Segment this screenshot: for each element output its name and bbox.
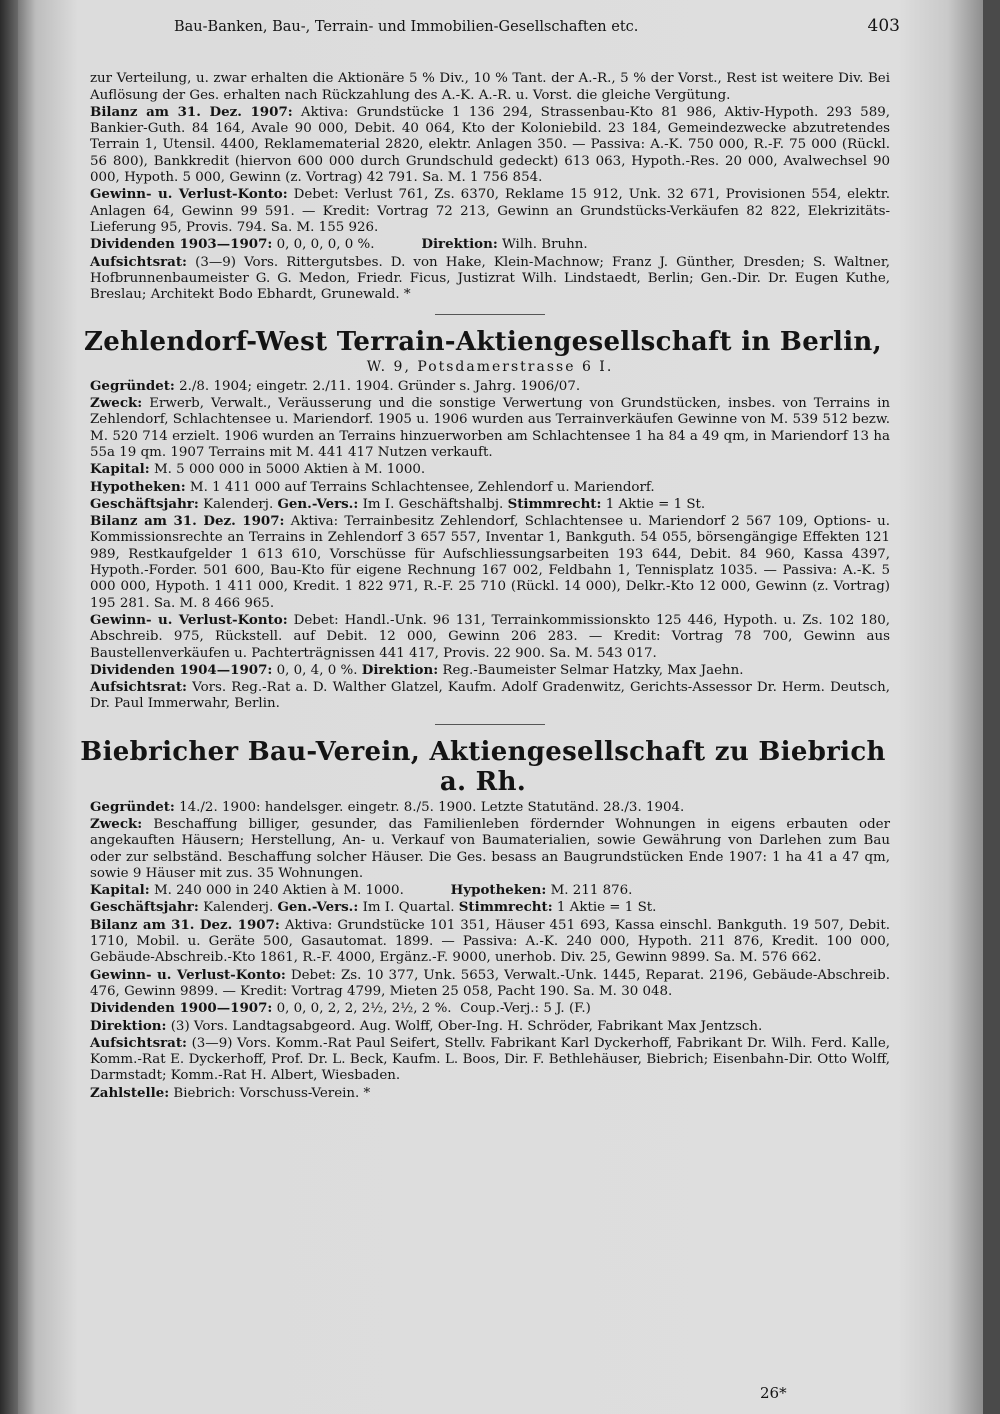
hypotheken-label: Hypotheken: — [90, 478, 186, 495]
guv-paragraph — [90, 967, 890, 1001]
aufsichtsrat-paragraph — [90, 1035, 890, 1085]
zweck-paragraph — [90, 395, 890, 461]
zahlstelle-paragraph — [90, 1085, 890, 1102]
book-binding-shadow — [0, 0, 18, 1414]
zweck-label: Zweck: — [90, 395, 143, 412]
kapital-paragraph — [90, 461, 890, 478]
dividend-text: 0, 0, 0, 2, 2, 2½, 2½, 2 %. — [276, 1001, 452, 1017]
direktion-paragraph — [90, 1018, 890, 1035]
dividend-label: Dividenden 1904—1907: — [90, 661, 273, 678]
gegruendet-paragraph — [90, 799, 890, 816]
section-divider — [435, 724, 545, 725]
company-address: W. 9, Potsdamerstrasse 6 I. — [366, 359, 614, 376]
guv-text: Debet: Zs. 10 377, Unk. 5653, Verwalt.-Unk. 1445, Reparat. 2196, Gebäude-Abschreib. 476, Gewinn 9899. — Kredit: Vortrag 4799, Mieten 25 058, Pacht 190. Sa. M. 30 048. — [90, 967, 891, 999]
bilanz-paragraph — [90, 917, 890, 967]
gegruendet-text: 2./8. 1904; eingetr. 2./11. 1904. Gründer s. Jahrg. 1906/07. — [179, 378, 581, 394]
guv-text: Debet: Verlust 761, Zs. 6370, Reklame 15 912, Unk. 32 671, Provisionen 554, elektr. Anlagen 64, Gewinn 99 591. — Kredit: Vortrag 72 213, Gewinn an Grundstücks-Verkäufen 82 822, Elekrizitäts-Lieferung 95, Provis. 794. Sa. M. 155 926. — [90, 187, 890, 235]
page-number: 403 — [867, 16, 900, 36]
bilanz-text: Aktiva: Grundstücke 101 351, Häuser 451 693, Kassa einschl. Bankguth. 19 507, Debit. 1710, Mobil. u. Geräte 500, Gasautomat. 1899. — Passiva: A.-K. 240 000, Hypoth. 211 876, Kredit. 100 000, Gebäude-Abschreib.-Kto 1861, R.-F. 4000, Ergänz.-F. 9000, unerhob. Div. 25, Gewinn 9899. Sa. M. 576 662. — [90, 917, 890, 966]
book-page — [18, 0, 983, 1414]
direktion-label: Direktion: — [90, 1017, 167, 1034]
coupon-text: Coup.-Verj.: 5 J. (F.) — [460, 1001, 591, 1017]
hypotheken-text: M. 211 876. — [550, 883, 633, 899]
dividend-paragraph — [90, 662, 890, 679]
entry-text: zur Verteilung, u. zwar erhalten die Aktionäre 5 % Div., 10 % Tant. der A.-R., 5 % der Vorst., Rest ist weitere Div. Bei Auflösung der Ges. erhalten nach Rückzahlung des A.-K. A.-R. u. Vorst. die gleiche Vergütung. — [90, 71, 890, 103]
signature-mark: 26* — [760, 1384, 787, 1402]
gegruendet-label: Gegründet: — [90, 798, 175, 815]
page-content — [80, 16, 900, 1102]
genvers-label: Gen.-Vers.: — [277, 899, 359, 916]
gegruendet-label: Gegründet: — [90, 377, 175, 394]
running-header — [174, 16, 900, 36]
geschaeftsjahr-paragraph — [90, 496, 890, 513]
company-title: Biebricher Bau-Verein, Aktiengesellschaft zu Biebrich a. Rh. — [80, 736, 886, 797]
kapital-label: Kapital: — [90, 882, 150, 899]
zweck-text: Erwerb, Verwalt., Veräusserung und die sonstige Verwertung von Grundstücken, insbes. von Terrains in Zehlendorf, Schlachtensee u. Mariendorf. 1905 u. 1906 wurden aus Terrainverkäufen Gewinne von M. 539 512 bezw. M. 520 714 erzielt. 1906 wurden an Terrains hinzuerworben am Schlachtensee 1 ha 84 a 49 qm, in Mariendorf 13 ha 55a 19 qm. 1907 Terrains mit M. 441 417 Nutzen verkauft. — [90, 396, 890, 460]
kapital-text: M. 5 000 000 in 5000 Aktien à M. 1000. — [153, 462, 426, 478]
hypotheken-label: Hypotheken: — [450, 882, 547, 899]
dividend-paragraph — [90, 1000, 890, 1017]
gegruendet-text: 14./2. 1900: handelsger. eingetr. 8./5. 1900. Letzte Statutänd. 28./3. 1904. — [179, 799, 685, 815]
entry-zehlendorf — [84, 327, 890, 712]
geschaeftsjahr-label: Geschäftsjahr: — [90, 495, 199, 512]
stimmrecht-label: Stimmrecht: — [458, 899, 553, 916]
stimmrecht-text: 1 Aktie = 1 St. — [605, 496, 706, 512]
stimmrecht-label: Stimmrecht: — [507, 495, 602, 512]
zweck-label: Zweck: — [90, 815, 143, 832]
dividend-text: 0, 0, 4, 0 %. — [276, 662, 358, 678]
guv-label: Gewinn- u. Verlust-Konto: — [90, 186, 288, 203]
zahlstelle-label: Zahlstelle: — [90, 1084, 170, 1101]
direktion-text: Reg.-Baumeister Selmar Hatzky, Max Jaehn. — [442, 662, 744, 678]
guv-text: Debet: Handl.-Unk. 96 131, Terrainkommissionskto 125 446, Hypoth. u. Zs. 102 180, Abschreib. 975, Rückstell. auf Debit. 12 000, Gewinn 206 283. — Kredit: Vortrag 78 700, Gewinn aus Baustellenverkäufen u. Pachterträgnissen 441 417, Provis. 22 900. Sa. M. 543 017. — [90, 612, 890, 661]
bilanz-text: Aktiva: Grundstücke 1 136 294, Strassenbau-Kto 81 986, Aktiv-Hypoth. 293 589, Bankier-Guth. 84 164, Avale 90 000, Debit. 40 064, Kto der Koloniebild. 23 184, Gemeindezwecke abzutretendes Terrain 1, Utensil. 4400, Reklamematerial 2820, elektr. Anlagen 350. — Passiva: A.-K. 750 000, R.-F. 75 000 (Rückl. 56 800), Bankkredit (hiervon 600 000 durch Grundschuld gedeckt) 613 063, Hypoth.-Res. 20 000, Avalwechsel 90 000, Hypoth. 5 000, Gewinn (z. Vortrag) 42 791. Sa. M. 1 756 854. — [90, 104, 890, 186]
aufsichtsrat-label: Aufsichtsrat: — [90, 679, 187, 696]
direktion-text: (3) Vors. Landtagsabgeord. Aug. Wolff, Ober-Ing. H. Schröder, Fabrikant Max Jentzsch. — [170, 1018, 763, 1034]
aufsichtsrat-paragraph — [90, 679, 890, 713]
kapital-paragraph — [90, 882, 890, 899]
genvers-text: Im I. Geschäftshalbj. — [362, 496, 504, 512]
zweck-paragraph — [90, 816, 890, 882]
aufsichtsrat-label: Aufsichtsrat: — [90, 253, 187, 270]
guv-label: Gewinn- u. Verlust-Konto: — [90, 966, 286, 983]
geschaeftsjahr-paragraph — [90, 899, 890, 916]
guv-label: Gewinn- u. Verlust-Konto: — [90, 611, 288, 628]
dividend-label: Dividenden 1903—1907: — [90, 236, 273, 253]
genvers-text: Im I. Quartal. — [362, 900, 455, 916]
geschaeftsjahr-label: Geschäftsjahr: — [90, 899, 199, 916]
bilanz-label: Bilanz am 31. Dez. 1907: — [90, 513, 285, 530]
bilanz-label: Bilanz am 31. Dez. 1907: — [90, 103, 293, 120]
direktion-label: Direktion: — [361, 661, 439, 678]
kapital-text: M. 240 000 in 240 Aktien à M. 1000. — [153, 883, 404, 899]
kapital-label: Kapital: — [90, 461, 150, 478]
aufsichtsrat-text: (3—9) Vors. Rittergutsbes. D. von Hake, Klein-Machnow; Franz J. Günther, Dresden; S. Waltner, Hofbrunnenbaumeister G. G. Medon, Friedr. Ficus, Justizrat Wilh. Lindstaedt, Berlin; Gen.-Dir. Dr. Eugen Kuthe, Breslau; Architekt Bodo Ebhardt, Grunewald. * — [90, 254, 890, 303]
entry-biebricher — [80, 736, 891, 1102]
bilanz-text: Aktiva: Terrainbesitz Zehlendorf, Schlachtensee u. Mariendorf 2 567 109, Options- u. Kommissionsrechte an Terrains in Zehlendorf 3 657 557, Inventar 1, Bankguth. 54 055, börsengängige Effekten 121 989, Restkaufgelder 1 613 610, Vorschüsse für Aufschliessungsarbeiten 193 644, Debit. 84 960, Kassa 4397, Hypoth.-Forder. 501 600, Bau-Kto für eigene Rechnung 167 002, Feldbahn 1, Tennisplatz 1035. — Passiva: A.-K. 5 000 000, Hypoth. 1 411 000, Kredit. 1 822 971, R.-F. 25 710 (Rückl. 14 000), Delkr.-Kto 12 000, Gewinn (z. Vortrag) 195 281. Sa. M. 8 466 965. — [90, 514, 890, 611]
running-title: Bau-Banken, Bau-, Terrain- und Immobilien-Gesellschaften etc. — [174, 19, 639, 35]
direktion-text: Wilh. Bruhn. — [502, 237, 588, 253]
hypotheken-paragraph — [90, 479, 890, 496]
stimmrecht-text: 1 Aktie = 1 St. — [556, 900, 657, 916]
zahlstelle-text: Biebrich: Vorschuss-Verein. * — [173, 1085, 371, 1101]
geschaeftsjahr-text: Kalenderj. — [203, 900, 274, 916]
aufsichtsrat-text: (3—9) Vors. Komm.-Rat Paul Seifert, Stellv. Fabrikant Karl Dyckerhoff, Fabrikant Dr. Wilh. Ferd. Kalle, Komm.-Rat E. Dyckerhoff, Prof. Dr. L. Beck, Kaufm. L. Boos, Dir. F. Bethlehäuser, Biebrich; Eisenbahn-Dir. Otto Wolff, Darmstadt; Komm.-Rat H. Albert, Wiesbaden. — [90, 1035, 890, 1084]
dividend-text: 0, 0, 0, 0, 0 %. — [276, 237, 375, 253]
guv-paragraph — [90, 186, 890, 236]
hypotheken-text: M. 1 411 000 auf Terrains Schlachtensee, Zehlendorf u. Mariendorf. — [189, 479, 655, 495]
bilanz-paragraph — [90, 513, 890, 612]
company-title: Zehlendorf-West Terrain-Aktiengesellschaft in Berlin, — [84, 327, 882, 358]
dividend-label: Dividenden 1900—1907: — [90, 1000, 273, 1017]
genvers-label: Gen.-Vers.: — [277, 495, 359, 512]
bilanz-paragraph — [90, 104, 890, 186]
dividend-paragraph — [90, 236, 890, 253]
gegruendet-paragraph — [90, 378, 890, 395]
geschaeftsjahr-text: Kalenderj. — [203, 496, 274, 512]
aufsichtsrat-paragraph — [90, 254, 890, 304]
aufsichtsrat-label: Aufsichtsrat: — [90, 1034, 187, 1051]
section-divider — [435, 314, 545, 315]
guv-paragraph — [90, 612, 890, 662]
zweck-text: Beschaffung billiger, gesunder, das Familienleben fördernder Wohnungen in eigens erbauten oder angekauften Häusern; Herstellung, An- u. Verkauf von Baumaterialien, sowie Gewährung von Darlehen zum Bau oder zur selbständ. Beschaffung solcher Häuser. Die Ges. besass an Baugrundstücken Ende 1907: 1 ha 41 a 47 qm, sowie 9 Häuser mit zus. 35 Wohnungen. — [90, 816, 890, 881]
entry-continued — [90, 71, 890, 303]
aufsichtsrat-text: Vors. Reg.-Rat a. D. Walther Glatzel, Kaufm. Adolf Gradenwitz, Gerichts-Assessor Dr. Herm. Deutsch, Dr. Paul Immerwahr, Berlin. — [90, 680, 890, 712]
bilanz-label: Bilanz am 31. Dez. 1907: — [90, 916, 280, 933]
direktion-label: Direktion: — [421, 236, 498, 253]
